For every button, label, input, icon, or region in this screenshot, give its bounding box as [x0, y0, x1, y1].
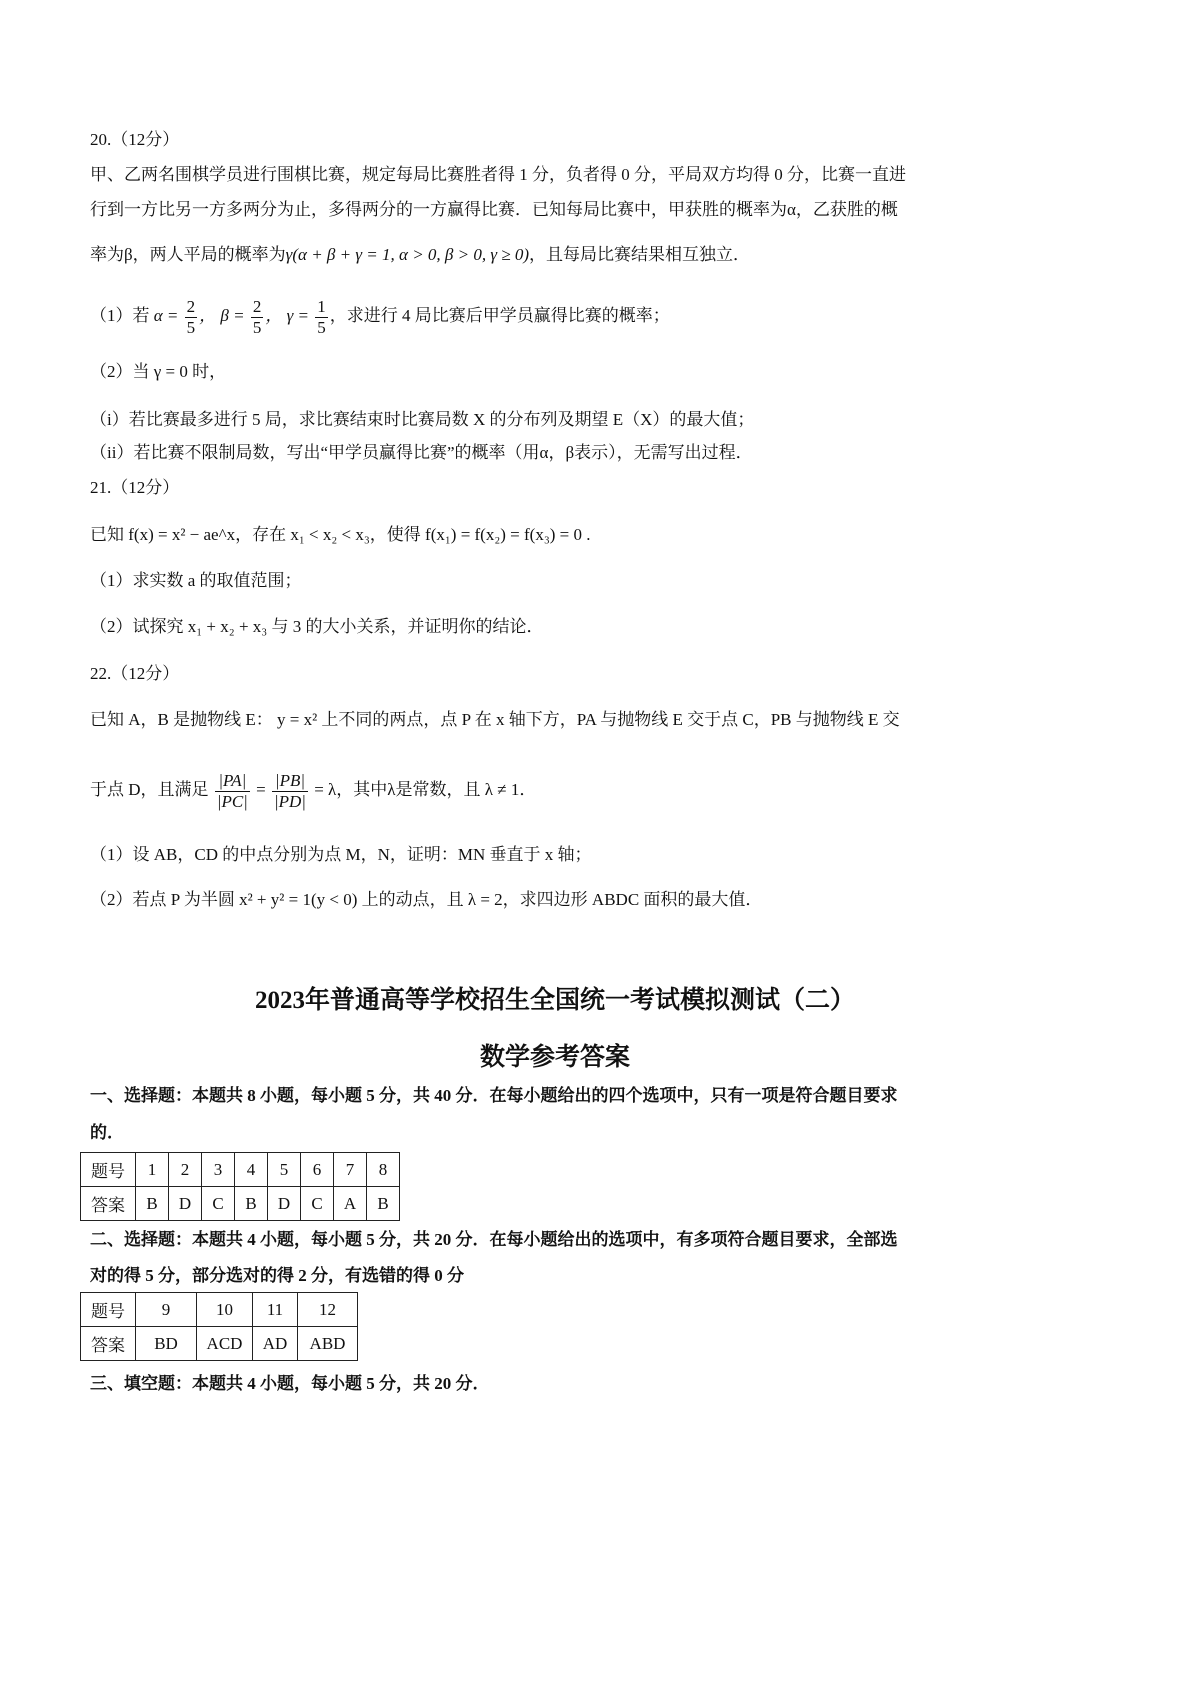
q22-part1: （1）设 AB，CD 的中点分别为点 M，N，证明：MN 垂直于 x 轴； — [90, 845, 592, 864]
section2-line2: 对的得 5 分，部分选对的得 2 分，有选错的得 0 分 — [90, 1266, 464, 1285]
beta-label: ， β = — [199, 306, 245, 325]
q22-stem-line1: 已知 A，B 是抛物线 E： y = x² 上不同的两点，点 P 在 x 轴下方，PA 与抛物线 E 交于点 C，PB 与抛物线 E 交 — [90, 710, 900, 729]
q20-part2-ii: （ii）若比赛不限制局数，写出“甲学员赢得比赛”的概率（用α，β表示），无需写出过程． — [90, 443, 753, 462]
denominator: 5 — [252, 317, 262, 337]
row-label: 题号 — [81, 1153, 136, 1187]
cell: D — [169, 1187, 202, 1221]
numerator: 2 — [186, 296, 196, 316]
section1-line1: 一、选择题：本题共 8 小题，每小题 5 分，共 40 分．在每小题给出的四个选项中，只有一项是符合题目要求 — [90, 1086, 898, 1105]
q21-part2: （2）试探究 x₁ + x₂ + x₃ 与 3 的大小关系，并证明你的结论． — [90, 617, 544, 636]
cell: 10 — [197, 1293, 253, 1327]
answer-table-2 — [80, 1292, 358, 1361]
q21-stem: 已知 f(x) = x² − ae^x，存在 x₁ < x₂ < x₃，使得 f(x₁) = f(x₂) = f(x₃) = 0 . — [90, 525, 591, 544]
table-row — [81, 1153, 400, 1187]
q21-header: 21.（12分） — [90, 478, 180, 497]
text: 于点 D，且满足 — [90, 780, 209, 799]
q20-stem-line3 — [90, 244, 750, 266]
denominator: |PC| — [216, 791, 248, 811]
cell: 8 — [367, 1153, 400, 1187]
cell: BD — [136, 1327, 197, 1361]
cell: AD — [253, 1327, 298, 1361]
cell: 5 — [268, 1153, 301, 1187]
fraction — [185, 297, 198, 338]
cell: B — [235, 1187, 268, 1221]
answer-table-1 — [80, 1152, 400, 1221]
numerator: |PA| — [215, 771, 250, 792]
cell: 4 — [235, 1153, 268, 1187]
q20-stem-line1: 甲、乙两名围棋学员进行围棋比赛，规定每局比赛胜者得 1 分，负者得 0 分，平局双方均得 0 分，比赛一直进 — [90, 165, 906, 184]
fraction-pa-pc — [215, 771, 250, 812]
table-row — [81, 1327, 358, 1361]
q22-stem-line2 — [90, 768, 536, 812]
q20-header: 20.（12分） — [90, 130, 180, 149]
q20-part2: （2）当 γ = 0 时， — [90, 362, 227, 381]
cell: A — [334, 1187, 367, 1221]
answer-title: 2023年普通高等学校招生全国统一考试模拟测试（二） — [254, 987, 855, 1014]
q22-header: 22.（12分） — [90, 664, 180, 683]
cell: 6 — [301, 1153, 334, 1187]
cell: 2 — [169, 1153, 202, 1187]
cell: 1 — [136, 1153, 169, 1187]
row-label: 答案 — [81, 1187, 136, 1221]
q20-part2-i: （i）若比赛最多进行 5 局，求比赛结束时比赛局数 X 的分布列及期望 E（X）的最大值； — [90, 410, 755, 429]
text: = λ，其中λ是常数，且 λ ≠ 1． — [314, 780, 537, 799]
text: （1）若 — [90, 306, 150, 325]
fraction — [315, 297, 328, 338]
table-row — [81, 1293, 358, 1327]
text: ，且每局比赛结果相互独立． — [529, 245, 751, 264]
table-row — [81, 1187, 400, 1221]
cell: 3 — [202, 1153, 235, 1187]
q20-stem-line2: 行到一方比另一方多两分为止，多得两分的一方赢得比赛．已知每局比赛中，甲获胜的概率为α，乙获胜的概 — [90, 200, 898, 219]
gamma-label: ， γ = — [265, 306, 310, 325]
cell: D — [268, 1187, 301, 1221]
cell: ABD — [298, 1327, 358, 1361]
equals: = — [256, 780, 266, 799]
answer-subtitle: 数学参考答案 — [479, 1044, 630, 1071]
cell: C — [202, 1187, 235, 1221]
fraction-pb-pd — [272, 771, 308, 812]
alpha-label: α = — [153, 306, 179, 325]
text: ，求进行 4 局比赛后甲学员赢得比赛的概率； — [329, 306, 670, 325]
denominator: 5 — [186, 317, 196, 337]
cell: ACD — [197, 1327, 253, 1361]
numerator: 2 — [252, 296, 262, 316]
section2-line1: 二、选择题：本题共 4 小题，每小题 5 分，共 20 分．在每小题给出的选项中，有多项符合题目要求，全部选 — [90, 1230, 898, 1249]
cell: B — [136, 1187, 169, 1221]
denominator: |PD| — [273, 791, 306, 811]
section1-line2: 的． — [90, 1123, 124, 1142]
math-condition: γ(α + β + γ = 1, α > 0, β > 0, γ ≥ 0) — [285, 245, 530, 264]
q21-part1: （1）求实数 a 的取值范围； — [90, 571, 302, 590]
cell: C — [301, 1187, 334, 1221]
cell: 9 — [136, 1293, 197, 1327]
row-label: 答案 — [81, 1327, 136, 1361]
section3-line1: 三、填空题：本题共 4 小题，每小题 5 分，共 20 分． — [90, 1374, 490, 1393]
q20-part1 — [90, 296, 670, 338]
cell: 11 — [253, 1293, 298, 1327]
numerator: 1 — [317, 296, 326, 316]
numerator: |PB| — [272, 771, 308, 792]
cell: B — [367, 1187, 400, 1221]
denominator: 5 — [317, 317, 326, 337]
cell: 12 — [298, 1293, 358, 1327]
row-label: 题号 — [81, 1293, 136, 1327]
cell: 7 — [334, 1153, 367, 1187]
q22-part2: （2）若点 P 为半圆 x² + y² = 1(y < 0) 上的动点，且 λ = 2，求四边形 ABDC 面积的最大值． — [90, 890, 763, 909]
text: 率为β，两人平局的概率为 — [90, 245, 286, 264]
fraction — [251, 297, 264, 338]
